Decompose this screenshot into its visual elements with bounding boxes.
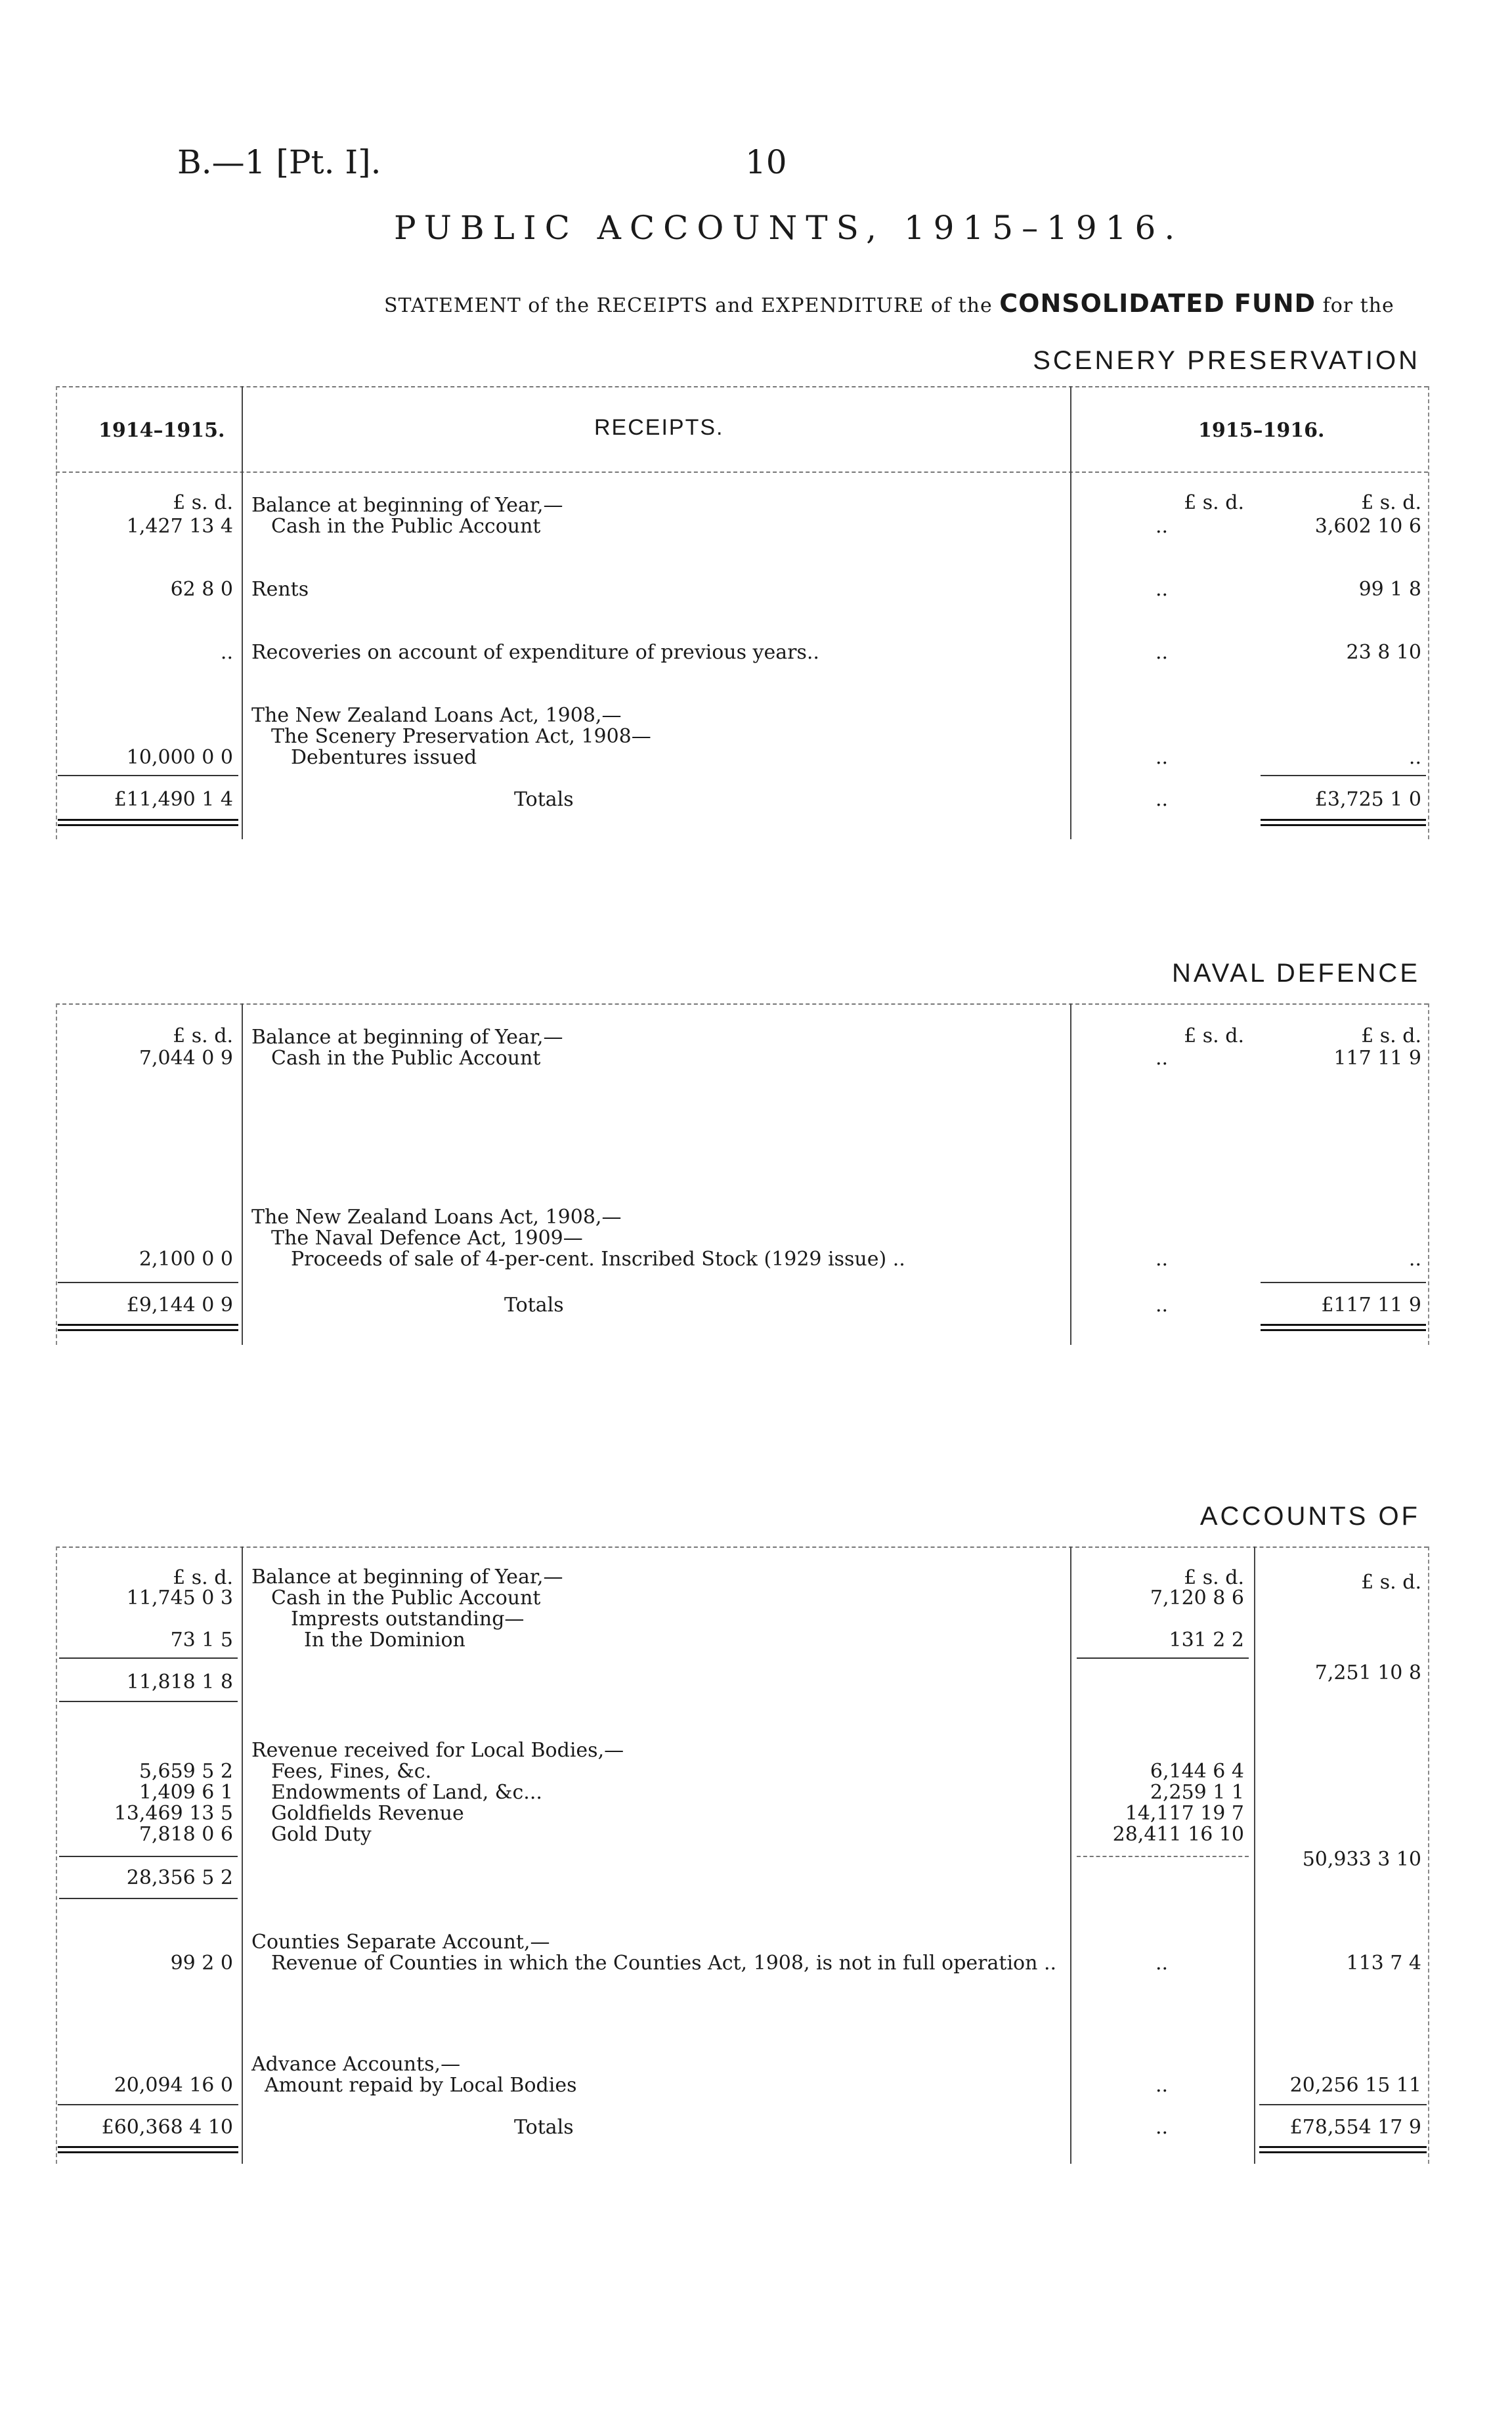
column-header-curr-year: 1915–1916.: [1198, 419, 1325, 442]
amount-mid: ..: [1156, 1248, 1169, 1271]
units-prev: £ s. d.: [173, 491, 233, 514]
page-number: 10: [745, 143, 787, 181]
units-prev: £ s. d.: [173, 1566, 233, 1589]
column-header-prev-year: 1914–1915.: [98, 419, 225, 442]
column-rule: [1070, 1003, 1071, 1345]
amount-mid: 2,259 1 1: [1150, 1781, 1244, 1804]
amount-curr: 99 1 8: [1358, 578, 1421, 601]
amount-curr: 117 11 9: [1333, 1047, 1421, 1070]
total-curr: £3,725 1 0: [1314, 788, 1421, 811]
row-label: Cash in the Public Account: [271, 1047, 541, 1070]
row-label: Fees, Fines, &c.: [271, 1760, 432, 1783]
table-rule: [58, 2104, 238, 2105]
amount-mid: 28,411 16 10: [1112, 1823, 1244, 1846]
row-label: Recoveries on account of expenditure of previous years..: [251, 641, 819, 664]
amount-mid: ..: [1156, 641, 1169, 664]
units-curr: £ s. d.: [1361, 1571, 1421, 1594]
amount-curr: ..: [1408, 1248, 1421, 1271]
row-label: Balance at beginning of Year,—: [251, 494, 563, 517]
subtotal-prev: 11,818 1 8: [126, 1671, 233, 1694]
statement-heading: [384, 289, 1394, 318]
subtotal-curr: 50,933 3 10: [1302, 1848, 1421, 1871]
row-label: The Scenery Preservation Act, 1908—: [271, 725, 651, 748]
statement-fund: CONSOLIDATED FUND: [999, 289, 1316, 318]
total-double-rule: [58, 819, 238, 826]
row-label: Gold Duty: [271, 1823, 372, 1846]
amount-mid: 131 2 2: [1169, 1629, 1244, 1652]
total-double-rule: [1259, 2146, 1427, 2153]
statement-suffix: for the: [1322, 294, 1394, 317]
row-label: Counties Separate Account,—: [251, 1931, 550, 1954]
row-label: Amount repaid by Local Bodies: [265, 2074, 577, 2097]
table-rule: [56, 1546, 1428, 1548]
table-rule: [56, 471, 1428, 473]
amount-prev: 7,818 0 6: [139, 1823, 233, 1846]
row-label: Imprests outstanding—: [291, 1608, 525, 1631]
section-title-scenery: SCENERY PRESERVATION: [1033, 346, 1420, 375]
row-label: Debentures issued: [291, 746, 477, 769]
units-curr: £ s. d.: [1361, 491, 1421, 514]
table-rule: [58, 1282, 238, 1283]
units-mid: £ s. d.: [1184, 1566, 1244, 1589]
column-rule: [1070, 386, 1071, 839]
table-rule: [58, 775, 238, 776]
column-rule: [1254, 1546, 1255, 2164]
row-label: Advance Accounts,—: [251, 2053, 461, 2076]
column-header-receipts: RECEIPTS.: [594, 415, 724, 440]
table-rule: [59, 1657, 238, 1659]
table-rule: [1077, 1657, 1249, 1659]
total-prev: £9,144 0 9: [126, 1294, 233, 1317]
column-rule: [242, 1546, 243, 2164]
amount-prev: 10,000 0 0: [126, 746, 233, 769]
total-curr: £117 11 9: [1321, 1294, 1421, 1317]
amount-mid: ..: [1156, 1047, 1169, 1070]
document-reference: B.—1 [Pt. I].: [177, 143, 381, 181]
row-label: Balance at beginning of Year,—: [251, 1566, 563, 1589]
totals-label: Totals: [504, 1294, 564, 1317]
row-label: The Naval Defence Act, 1909—: [271, 1227, 583, 1250]
total-prev: £11,490 1 4: [114, 788, 233, 811]
column-rule: [1428, 386, 1429, 839]
row-label: Endowments of Land, &c...: [271, 1781, 542, 1804]
row-label: The New Zealand Loans Act, 1908,—: [251, 704, 622, 727]
amount-prev: 73 1 5: [170, 1629, 233, 1652]
totals-label: Totals: [514, 2116, 574, 2139]
amount-prev: 13,469 13 5: [114, 1802, 233, 1825]
amount-prev: 11,745 0 3: [126, 1587, 233, 1610]
units-curr: £ s. d.: [1361, 1024, 1421, 1047]
row-label: Revenue received for Local Bodies,—: [251, 1739, 624, 1762]
page-title: PUBLIC ACCOUNTS, 1915–1916.: [394, 209, 1184, 247]
section-title-naval: NAVAL DEFENCE: [1172, 959, 1420, 988]
column-rule: [1428, 1003, 1429, 1345]
row-label: Cash in the Public Account: [271, 515, 541, 538]
table-rule: [1259, 2104, 1427, 2105]
total-double-rule: [58, 2146, 238, 2153]
column-rule: [56, 386, 57, 839]
column-rule: [1070, 1546, 1071, 2164]
row-label: Balance at beginning of Year,—: [251, 1026, 563, 1049]
row-label: Proceeds of sale of 4-per-cent. Inscribed Stock (1929 issue) ..: [291, 1248, 905, 1271]
amount-prev: 62 8 0: [170, 578, 233, 601]
row-label: Cash in the Public Account: [271, 1587, 541, 1610]
column-rule: [56, 1003, 57, 1345]
total-curr: £78,554 17 9: [1289, 2116, 1421, 2139]
table-rule: [59, 1701, 238, 1702]
column-rule: [242, 386, 243, 839]
amount-curr: 23 8 10: [1346, 641, 1421, 664]
total-double-rule: [58, 1324, 238, 1331]
subtotal-curr: 7,251 10 8: [1314, 1661, 1421, 1684]
amount-mid: ..: [1156, 578, 1169, 601]
row-label: Goldfields Revenue: [271, 1802, 464, 1825]
amount-prev: 1,409 6 1: [139, 1781, 233, 1804]
table-rule: [1261, 1282, 1426, 1283]
table-rule: [59, 1856, 238, 1857]
amount-prev: 2,100 0 0: [139, 1248, 233, 1271]
row-label: Revenue of Counties in which the Counties Act, 1908, is not in full operation ..: [271, 1952, 1057, 1975]
units-prev: £ s. d.: [173, 1024, 233, 1047]
amount-curr: ..: [1408, 746, 1421, 769]
amount-mid: ..: [1156, 1952, 1169, 1975]
total-mid: ..: [1156, 2116, 1169, 2139]
amount-prev: 1,427 13 4: [126, 515, 233, 538]
total-mid: ..: [1156, 788, 1169, 811]
amount-prev: ..: [220, 641, 233, 664]
amount-prev: 99 2 0: [170, 1952, 233, 1975]
amount-mid: 14,117 19 7: [1125, 1802, 1244, 1825]
amount-mid: ..: [1156, 515, 1169, 538]
amount-mid: ..: [1156, 2074, 1169, 2097]
amount-curr: 3,602 10 6: [1314, 515, 1421, 538]
column-rule: [242, 1003, 243, 1345]
total-prev: £60,368 4 10: [101, 2116, 233, 2139]
row-label: Rents: [251, 578, 309, 601]
table-rule: [56, 386, 1428, 387]
amount-mid: ..: [1156, 746, 1169, 769]
amount-mid: 7,120 8 6: [1150, 1587, 1244, 1610]
amount-curr: 113 7 4: [1346, 1952, 1421, 1975]
row-label: In the Dominion: [304, 1629, 465, 1652]
amount-mid: 6,144 6 4: [1150, 1760, 1244, 1783]
table-rule: [1077, 1856, 1249, 1857]
total-double-rule: [1261, 819, 1426, 826]
units-mid: £ s. d.: [1184, 491, 1244, 514]
amount-prev: 7,044 0 9: [139, 1047, 233, 1070]
column-rule: [56, 1546, 57, 2164]
amount-prev: 20,094 16 0: [114, 2074, 233, 2097]
section-title-accounts: ACCOUNTS OF: [1199, 1502, 1420, 1531]
statement-prefix: STATEMENT of the RECEIPTS and EXPENDITURE of the: [384, 294, 993, 317]
table-rule: [59, 1898, 238, 1899]
column-rule: [1428, 1546, 1429, 2164]
amount-curr: 20,256 15 11: [1289, 2074, 1421, 2097]
table-rule: [56, 1003, 1428, 1005]
table-rule: [1261, 775, 1426, 776]
units-mid: £ s. d.: [1184, 1024, 1244, 1047]
total-mid: ..: [1156, 1294, 1169, 1317]
amount-prev: 5,659 5 2: [139, 1760, 233, 1783]
total-double-rule: [1261, 1324, 1426, 1331]
subtotal-prev: 28,356 5 2: [126, 1866, 233, 1889]
row-label: The New Zealand Loans Act, 1908,—: [251, 1206, 622, 1229]
totals-label: Totals: [514, 788, 574, 811]
